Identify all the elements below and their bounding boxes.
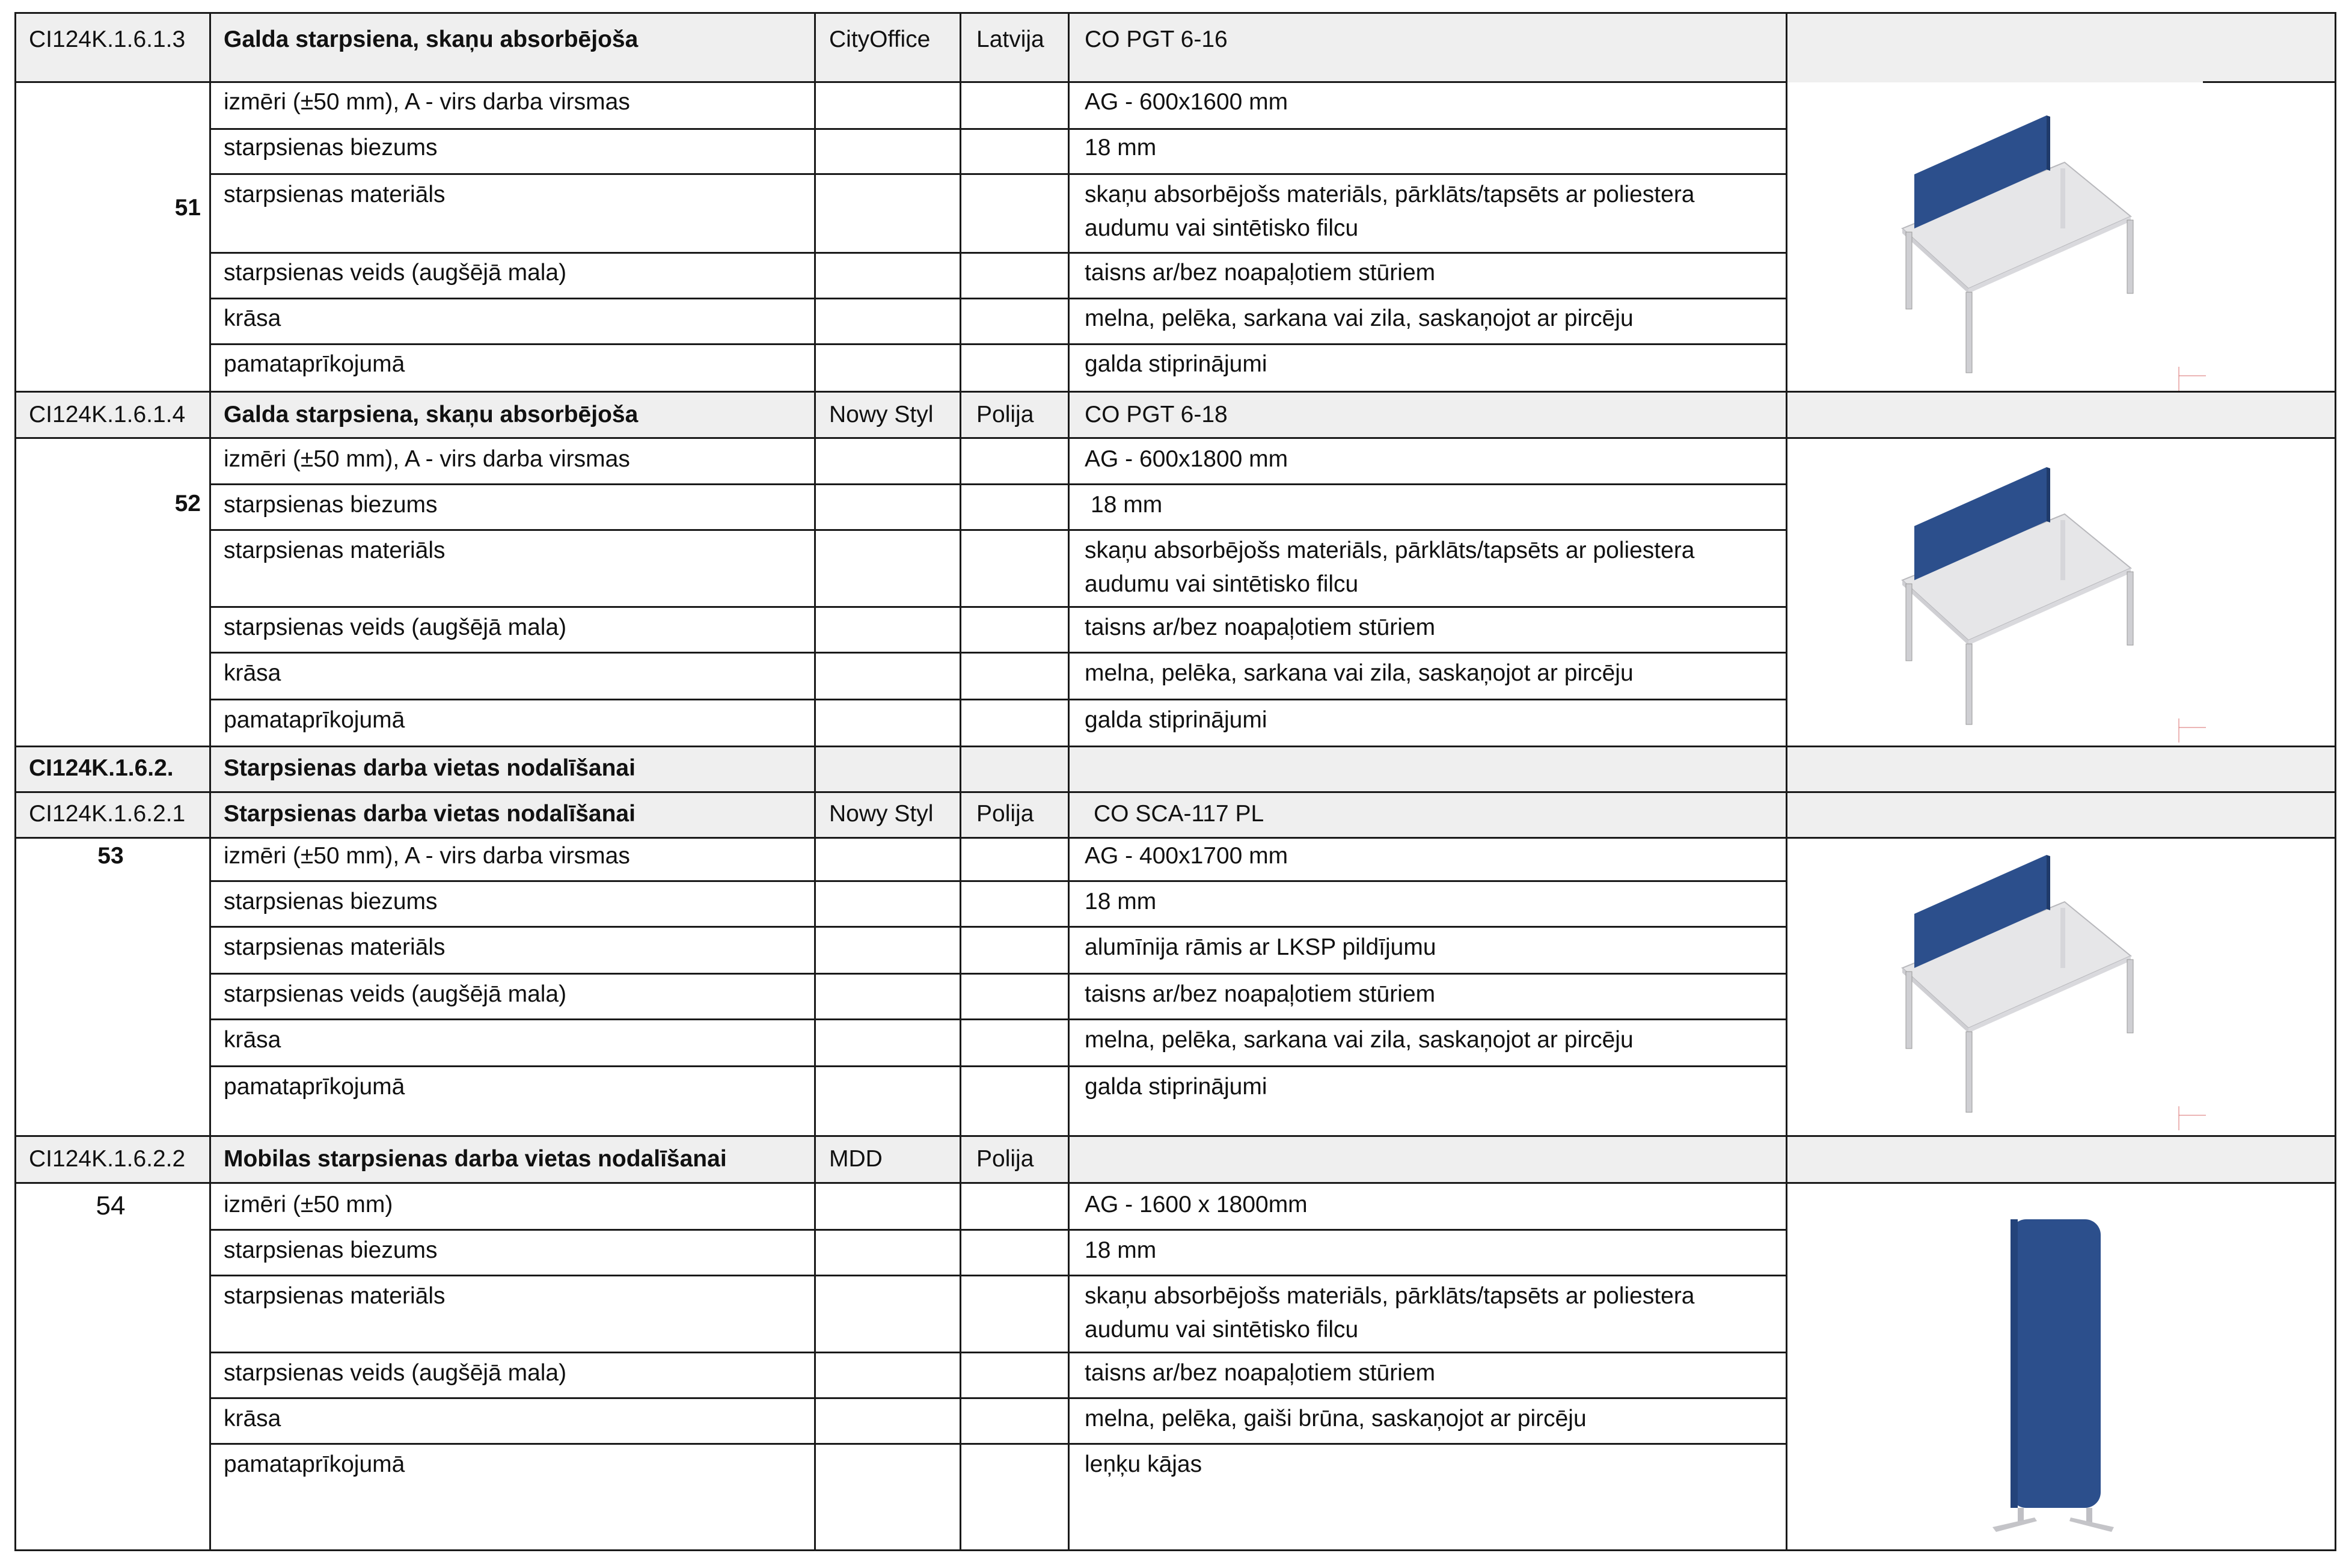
item-maker: Nowy Styl: [829, 402, 934, 427]
row-divider: [14, 391, 2336, 393]
column-divider: [814, 12, 816, 1551]
spec-value: taisns ar/bez noapaļotiem stūriem: [1085, 260, 1436, 286]
row-divider: [209, 652, 1787, 654]
desk-screen-illustration: [1866, 454, 2227, 743]
row-divider: [14, 791, 2336, 793]
spec-value: skaņu absorbējošs materiāls, pārklāts/tapsēts ar poliestera audumu vai sintētisko filcu: [1085, 537, 1695, 597]
spec-value: AG - 600x1800 mm: [1085, 446, 1288, 472]
item-number: 54: [96, 1191, 126, 1220]
row-divider: [209, 298, 1787, 299]
spec-value: 18 mm: [1085, 889, 1157, 914]
row-divider: [14, 837, 2336, 839]
item-title: Starpsienas darba vietas nodalīšanai: [224, 801, 636, 827]
row-divider: [209, 343, 1787, 345]
item-code: CI124K.1.6.1.4: [29, 402, 186, 427]
item-code: CI124K.1.6.1.3: [29, 26, 186, 52]
spec-value: taisns ar/bez noapaļotiem stūriem: [1085, 1360, 1436, 1386]
spec-label: starpsienas biezums: [224, 492, 438, 518]
item-code: CI124K.1.6.2.2: [29, 1146, 186, 1172]
item-country: Polija: [976, 801, 1034, 827]
row-divider: [209, 483, 1787, 485]
spec-label: starpsienas veids (augšējā mala): [224, 981, 567, 1007]
item-maker: Nowy Styl: [829, 801, 934, 827]
spec-value: melna, pelēka, sarkana vai zila, saskaņojot ar pircēju: [1085, 1027, 1634, 1053]
row-divider: [14, 437, 2336, 439]
spec-value: galda stiprinājumi: [1085, 707, 1267, 733]
item-number: 52: [174, 491, 201, 516]
spec-label: starpsienas materiāls: [224, 537, 446, 563]
item-model: CO SCA-117 PL: [1094, 801, 1264, 827]
spec-label: starpsienas biezums: [224, 1237, 438, 1263]
row-divider: [209, 128, 1787, 130]
spec-value: alumīnija rāmis ar LKSP pildījumu: [1085, 934, 1436, 960]
spec-label: pamataprīkojumā: [224, 351, 405, 377]
row-divider: [209, 529, 1787, 531]
spec-value: AG - 1600 x 1800mm: [1085, 1192, 1308, 1217]
row-divider: [2203, 81, 2336, 83]
spec-label: krāsa: [224, 1027, 281, 1053]
row-divider: [209, 173, 1787, 175]
spec-value: galda stiprinājumi: [1085, 1074, 1267, 1100]
spec-value: AG - 400x1700 mm: [1085, 843, 1288, 869]
spec-label: starpsienas materiāls: [224, 1283, 446, 1309]
item-model: CO PGT 6-16: [1085, 26, 1228, 52]
column-divider: [209, 12, 211, 1551]
row-divider: [14, 1182, 2336, 1184]
spec-value: leņķu kājas: [1085, 1451, 1202, 1477]
item-model: CO PGT 6-18: [1085, 402, 1228, 427]
spec-label: izmēri (±50 mm): [224, 1192, 393, 1217]
spec-label: starpsienas biezums: [224, 889, 438, 914]
column-divider: [1068, 12, 1070, 1551]
column-divider: [2335, 12, 2336, 1551]
row-divider: [209, 252, 1787, 254]
item-number: 51: [174, 195, 201, 221]
spec-label: pamataprīkojumā: [224, 707, 405, 733]
spec-label: pamataprīkojumā: [224, 1451, 405, 1477]
spec-label: starpsienas veids (augšējā mala): [224, 1360, 567, 1386]
spec-label: pamataprīkojumā: [224, 1074, 405, 1100]
row-divider: [14, 746, 2336, 747]
spec-table: [14, 12, 2336, 1551]
row-divider: [14, 1549, 2336, 1551]
desk-screen-illustration: [1866, 842, 2227, 1130]
item-code: CI124K.1.6.2.1: [29, 801, 186, 827]
spec-value: 18 mm: [1085, 135, 1157, 161]
spec-value: melna, pelēka, gaiši brūna, saskaņojot ar pircēju: [1085, 1406, 1587, 1432]
spec-value: taisns ar/bez noapaļotiem stūriem: [1085, 981, 1436, 1007]
column-divider: [960, 12, 961, 1551]
mobile-screen-illustration: [1974, 1208, 2131, 1545]
row-divider: [209, 699, 1787, 700]
row-divider: [209, 880, 1787, 882]
row-divider: [209, 1352, 1787, 1353]
spec-label: izmēri (±50 mm), A - virs darba virsmas: [224, 446, 630, 472]
spec-label: starpsienas materiāls: [224, 934, 446, 960]
spec-value: skaņu absorbējošs materiāls, pārklāts/tapsēts ar poliestera audumu vai sintētisko filcu: [1085, 182, 1695, 241]
item-title: Galda starpsiena, skaņu absorbējoša: [224, 402, 639, 427]
column-divider: [1786, 12, 1787, 1551]
spec-value: galda stiprinājumi: [1085, 351, 1267, 377]
spec-value: melna, pelēka, sarkana vai zila, saskaņojot ar pircēju: [1085, 305, 1634, 331]
spec-value: skaņu absorbējošs materiāls, pārklāts/tapsēts ar poliestera audumu vai sintētisko filcu: [1085, 1283, 1695, 1343]
spec-label: krāsa: [224, 1406, 281, 1432]
row-divider: [209, 973, 1787, 975]
row-divider: [209, 1397, 1787, 1399]
row-divider: [209, 1018, 1787, 1020]
row-divider: [209, 606, 1787, 608]
spec-label: starpsienas materiāls: [224, 182, 446, 207]
row-divider: [14, 12, 2336, 14]
section-code: CI124K.1.6.2.: [29, 755, 174, 781]
row-divider: [14, 1135, 2336, 1137]
spec-label: krāsa: [224, 305, 281, 331]
spec-label: starpsienas veids (augšējā mala): [224, 614, 567, 640]
spec-label: starpsienas veids (augšējā mala): [224, 260, 567, 286]
row-divider: [209, 1065, 1787, 1067]
row-divider: [209, 1443, 1787, 1445]
item-number: 53: [97, 843, 124, 869]
row-divider: [14, 81, 1787, 83]
spec-label: krāsa: [224, 660, 281, 686]
item-maker: MDD: [829, 1146, 883, 1172]
spec-label: izmēri (±50 mm), A - virs darba virsmas: [224, 89, 630, 115]
column-divider: [14, 12, 16, 1551]
row-divider: [209, 1275, 1787, 1276]
spec-value: 18 mm: [1091, 492, 1163, 518]
spec-value: melna, pelēka, sarkana vai zila, saskaņojot ar pircēju: [1085, 660, 1634, 686]
spec-value: taisns ar/bez noapaļotiem stūriem: [1085, 614, 1436, 640]
item-country: Polija: [976, 402, 1034, 427]
section-title: Starpsienas darba vietas nodalīšanai: [224, 755, 636, 781]
desk-screen-illustration: [1866, 102, 2227, 391]
row-divider: [209, 926, 1787, 928]
item-country: Polija: [976, 1146, 1034, 1172]
row-divider: [209, 1229, 1787, 1231]
item-country: Latvija: [976, 26, 1044, 52]
item-maker: CityOffice: [829, 26, 931, 52]
spec-value: AG - 600x1600 mm: [1085, 89, 1288, 115]
item-title: Galda starpsiena, skaņu absorbējoša: [224, 26, 639, 52]
spec-label: izmēri (±50 mm), A - virs darba virsmas: [224, 843, 630, 869]
item-title: Mobilas starpsienas darba vietas nodalīšanai: [224, 1146, 727, 1172]
spec-value: 18 mm: [1085, 1237, 1157, 1263]
spec-label: starpsienas biezums: [224, 135, 438, 161]
